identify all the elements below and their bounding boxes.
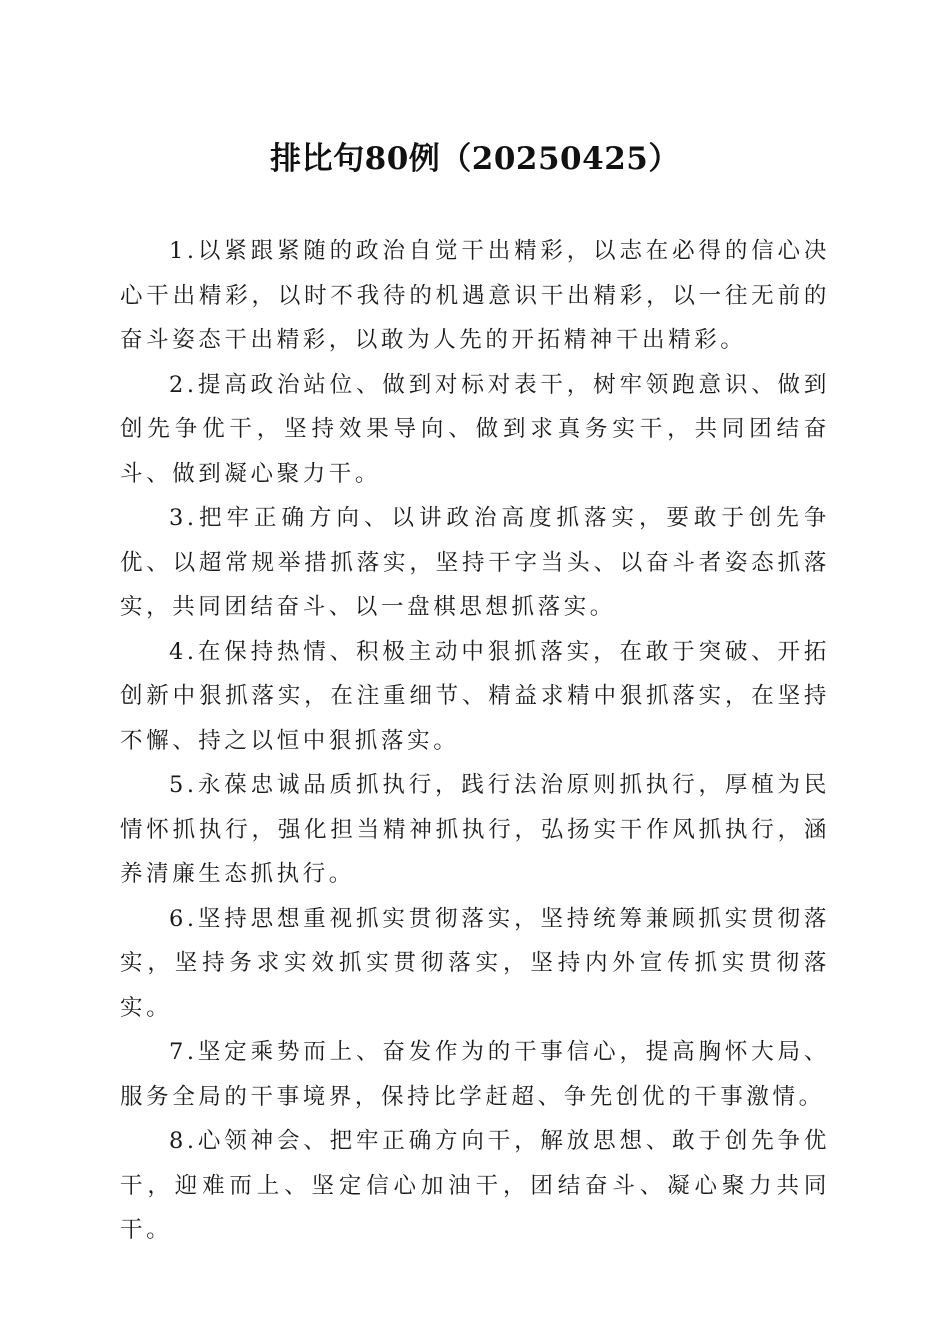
page-title: 排比句80例（20250425） [270,141,680,177]
paragraph-2: 2.提高政治站位、做到对标对表干，树牢领跑意识、做到创先争优干，坚持效果导向、做到求真务实干，共同团结奋斗、做到凝心聚力干。 [120,371,830,487]
paragraph-8: 8.心领神会、把牢正确方向干，解放思想、敢于创先争优干，迎难而上、坚定信心加油干，团结奋斗、凝心聚力共同干。 [120,1128,830,1243]
paragraph-7: 7.坚定乘势而上、奋发作为的干事信心，提高胸怀大局、服务全局的干事境界，保持比学赶超、争先创优的干事激情。 [120,1039,830,1110]
paragraph-6: 6.坚持思想重视抓实贯彻落实，坚持统筹兼顾抓实贯彻落实，坚持务求实效抓实贯彻落实，坚持内外宣传抓实贯彻落实。 [120,905,830,1021]
paragraph-1: 1.以紧跟紧随的政治自觉干出精彩，以志在必得的信心决心干出精彩，以时不我待的机遇意识干出精彩，以一往无前的奋斗姿态干出精彩，以敢为人先的开拓精神干出精彩。 [120,238,830,353]
paragraph-5: 5.永葆忠诚品质抓执行，践行法治原则抓执行，厚植为民情怀抓执行，强化担当精神抓执行，弘扬实干作风抓执行，涵养清廉生态抓执行。 [120,772,830,887]
paragraph-3: 3.把牢正确方向、以讲政治高度抓落实，要敢于创先争优、以超常规举措抓落实，坚持干字当头、以奋斗者姿态抓落实，共同团结奋斗、以一盘棋思想抓落实。 [120,505,830,620]
paragraph-4: 4.在保持热情、积极主动中狠抓落实，在敢于突破、开拓创新中狠抓落实，在注重细节、精益求精中狠抓落实，在坚持不懈、持之以恒中狠抓落实。 [120,638,830,754]
document-body [120,229,830,1253]
